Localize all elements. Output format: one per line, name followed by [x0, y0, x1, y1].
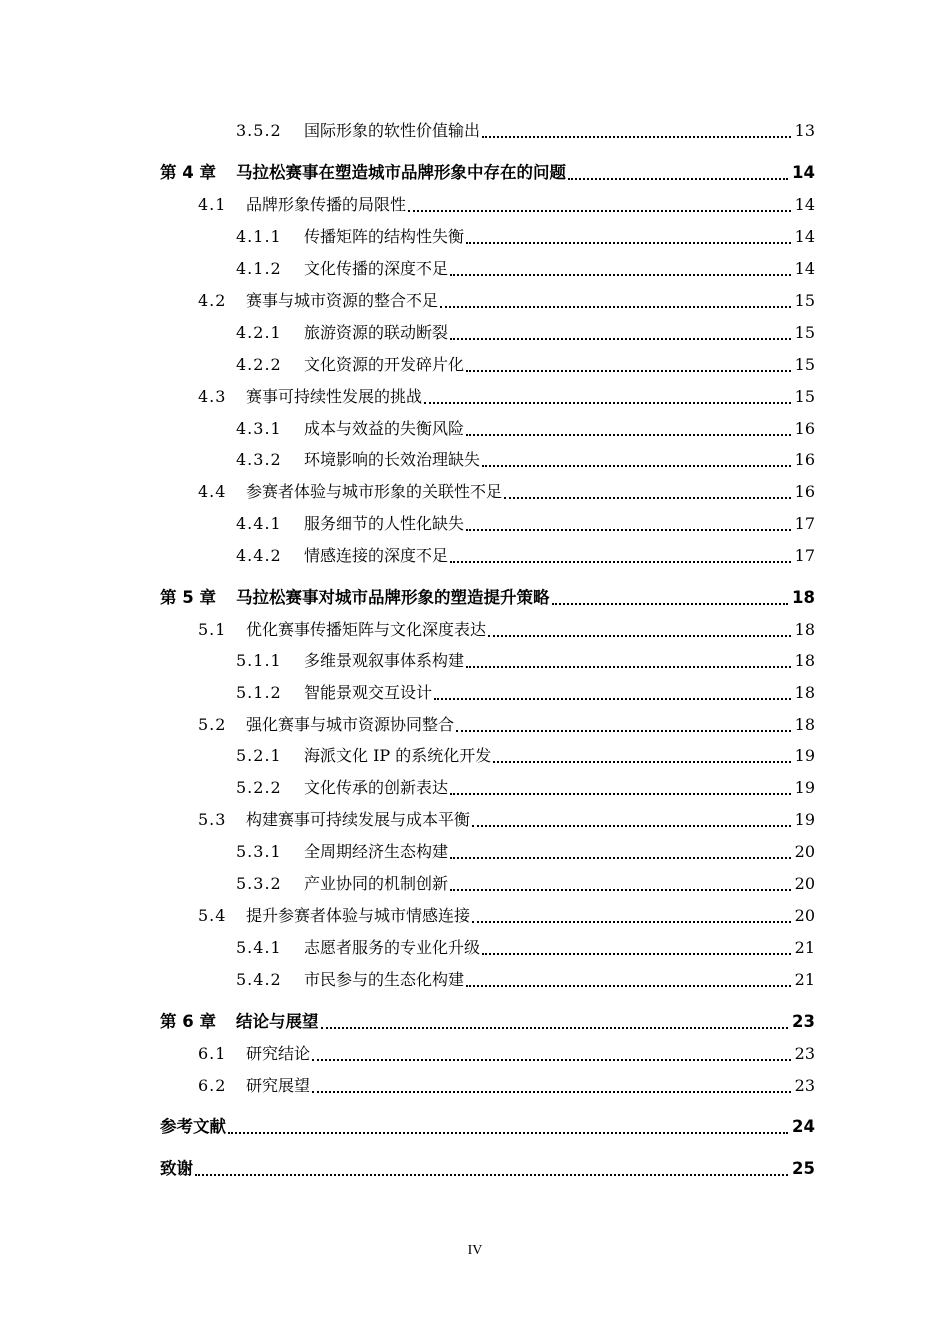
toc-dot-leader — [424, 394, 791, 404]
toc-entry-page-number: 20 — [794, 906, 815, 925]
toc-section-entry[interactable] — [236, 777, 815, 799]
toc-entry-number: 4.4.1 — [236, 514, 282, 533]
toc-dot-leader — [195, 1166, 788, 1176]
toc-dot-leader — [466, 362, 791, 372]
toc-dot-leader — [312, 1051, 791, 1061]
toc-section-entry[interactable] — [236, 513, 815, 535]
toc-chapter-entry[interactable] — [160, 1011, 815, 1033]
toc-entry-number: 4.4.2 — [236, 546, 282, 565]
toc-section-entry[interactable] — [236, 873, 815, 895]
toc-entry-number: 4.1.2 — [236, 259, 282, 278]
toc-dot-leader — [472, 913, 791, 923]
toc-entry-page-number: 15 — [794, 291, 815, 310]
toc-section-entry[interactable] — [236, 354, 815, 376]
toc-entry-page-number: 19 — [794, 810, 815, 829]
toc-entry-number: 5.2 — [198, 715, 227, 734]
toc-entry-number: 3.5.2 — [236, 121, 282, 140]
toc-dot-leader — [466, 234, 791, 244]
toc-section-entry[interactable] — [198, 1043, 815, 1065]
toc-entry-number: 5.4.1 — [236, 938, 282, 957]
toc-section-entry[interactable] — [236, 650, 815, 672]
toc-entry-number: 4.3 — [198, 387, 227, 406]
toc-entry-title: 构建赛事可持续发展与成本平衡 — [246, 810, 471, 829]
toc-entry-number: 4.2.1 — [236, 323, 282, 342]
toc-dot-leader — [450, 266, 791, 276]
toc-section-entry[interactable] — [236, 969, 815, 991]
toc-entry-page-number: 14 — [794, 195, 815, 214]
toc-entry-page-number: 18 — [794, 651, 815, 670]
toc-section-entry[interactable] — [236, 449, 815, 471]
toc-entry-title: 文化传承的创新表达 — [304, 778, 449, 797]
toc-entry-number: 第 5 章 — [160, 588, 216, 607]
toc-dot-leader — [466, 658, 791, 668]
toc-section-entry[interactable] — [198, 386, 815, 408]
toc-dot-leader — [488, 627, 791, 637]
toc-entry-page-number: 23 — [794, 1076, 815, 1095]
toc-entry-number: 5.1 — [198, 620, 227, 639]
toc-entry-title: 多维景观叙事体系构建 — [304, 651, 465, 670]
toc-dot-leader — [321, 1019, 789, 1029]
toc-entry-title: 赛事可持续性发展的挑战 — [246, 387, 423, 406]
toc-entry-title: 产业协同的机制创新 — [304, 874, 449, 893]
toc-section-entry[interactable] — [198, 481, 815, 503]
toc-dot-leader — [450, 553, 791, 563]
toc-dot-leader — [408, 202, 791, 212]
toc-dot-leader — [482, 128, 791, 138]
toc-chapter-entry[interactable] — [160, 587, 815, 609]
toc-entry-title: 参考文献 — [160, 1117, 226, 1136]
toc-entry-number: 5.4 — [198, 906, 227, 925]
toc-entry-number: 5.1.1 — [236, 651, 282, 670]
toc-entry-number: 5.3.2 — [236, 874, 282, 893]
toc-entry-number: 4.4 — [198, 482, 227, 501]
toc-entry-title: 旅游资源的联动断裂 — [304, 323, 449, 342]
toc-entry-title: 情感连接的深度不足 — [304, 546, 449, 565]
toc-entry-page-number: 21 — [794, 970, 815, 989]
toc-entry-number: 4.2.2 — [236, 355, 282, 374]
toc-dot-leader — [552, 595, 789, 605]
toc-entry-title: 赛事与城市资源的整合不足 — [246, 291, 439, 310]
toc-entry-page-number: 14 — [792, 163, 815, 182]
toc-dot-leader — [482, 457, 791, 467]
toc-entry-title: 市民参与的生态化构建 — [304, 970, 465, 989]
toc-section-entry[interactable] — [198, 1075, 815, 1097]
toc-entry-title: 研究结论 — [246, 1044, 311, 1063]
toc-entry-page-number: 20 — [794, 874, 815, 893]
toc-section-entry[interactable] — [198, 619, 815, 641]
toc-entry-title: 志愿者服务的专业化升级 — [304, 938, 481, 957]
toc-entry-page-number: 14 — [794, 227, 815, 246]
toc-dot-leader — [568, 170, 788, 180]
toc-section-entry[interactable] — [236, 841, 815, 863]
toc-entry-title: 马拉松赛事在塑造城市品牌形象中存在的问题 — [236, 163, 566, 182]
toc-entry-title: 研究展望 — [246, 1076, 311, 1095]
toc-entry-page-number: 18 — [794, 620, 815, 639]
toc-entry-title: 传播矩阵的结构性失衡 — [304, 227, 465, 246]
toc-chapter-entry[interactable] — [160, 1158, 815, 1180]
toc-entry-number: 4.1.1 — [236, 227, 282, 246]
toc-section-entry[interactable] — [236, 226, 815, 248]
toc-entry-page-number: 25 — [792, 1159, 815, 1178]
toc-dot-leader — [472, 817, 791, 827]
toc-entry-page-number: 19 — [794, 746, 815, 765]
toc-entry-title: 强化赛事与城市资源协同整合 — [246, 715, 455, 734]
toc-entry-page-number: 18 — [794, 715, 815, 734]
toc-entry-number: 5.2.2 — [236, 778, 282, 797]
toc-entry-title: 参赛者体验与城市形象的关联性不足 — [246, 482, 503, 501]
toc-dot-leader — [434, 690, 791, 700]
toc-entry-title: 服务细节的人性化缺失 — [304, 514, 465, 533]
toc-section-entry[interactable] — [236, 120, 815, 142]
toc-section-entry[interactable] — [198, 714, 815, 736]
toc-entry-number: 5.3.1 — [236, 842, 282, 861]
toc-entry-title: 环境影响的长效治理缺失 — [304, 450, 481, 469]
toc-section-entry[interactable] — [236, 545, 815, 567]
toc-dot-leader — [466, 977, 791, 987]
toc-entry-number: 4.3.1 — [236, 419, 282, 438]
toc-entry-page-number: 17 — [794, 546, 815, 565]
toc-section-entry[interactable] — [236, 322, 815, 344]
toc-dot-leader — [456, 722, 791, 732]
toc-section-entry[interactable] — [236, 745, 815, 767]
toc-dot-leader — [504, 489, 791, 499]
toc-entry-page-number: 15 — [794, 355, 815, 374]
toc-section-entry[interactable] — [198, 905, 815, 927]
toc-entry-title: 智能景观交互设计 — [304, 683, 433, 702]
toc-entry-title: 国际形象的软性价值输出 — [304, 121, 481, 140]
toc-entry-title: 优化赛事传播矩阵与文化深度表达 — [246, 620, 487, 639]
toc-entry-title: 文化传播的深度不足 — [304, 259, 449, 278]
toc-entry-page-number: 17 — [794, 514, 815, 533]
toc-chapter-entry[interactable] — [160, 162, 815, 184]
toc-dot-leader — [466, 521, 791, 531]
toc-section-entry[interactable] — [198, 194, 815, 216]
toc-entry-page-number: 20 — [794, 842, 815, 861]
toc-section-entry[interactable] — [236, 937, 815, 959]
toc-entry-page-number: 18 — [794, 683, 815, 702]
toc-entry-number: 第 6 章 — [160, 1012, 216, 1031]
toc-chapter-entry[interactable] — [160, 1116, 815, 1138]
toc-entry-number: 5.4.2 — [236, 970, 282, 989]
toc-section-entry[interactable] — [236, 418, 815, 440]
toc-entry-page-number: 14 — [794, 259, 815, 278]
toc-section-entry[interactable] — [198, 809, 815, 831]
toc-entry-number: 5.1.2 — [236, 683, 282, 702]
toc-entry-number: 第 4 章 — [160, 163, 216, 182]
toc-entry-page-number: 24 — [792, 1117, 815, 1136]
toc-dot-leader — [450, 849, 791, 859]
toc-dot-leader — [450, 330, 791, 340]
toc-entry-title: 文化资源的开发碎片化 — [304, 355, 465, 374]
toc-entry-number: 6.1 — [198, 1044, 227, 1063]
toc-dot-leader — [440, 298, 791, 308]
toc-entry-page-number: 21 — [794, 938, 815, 957]
page-number: IV — [467, 1243, 483, 1258]
toc-entry-page-number: 15 — [794, 323, 815, 342]
toc-entry-title: 马拉松赛事对城市品牌形象的塑造提升策略 — [236, 588, 550, 607]
toc-entry-page-number: 16 — [794, 419, 815, 438]
toc-entry-page-number: 23 — [792, 1012, 815, 1031]
toc-entry-page-number: 16 — [794, 450, 815, 469]
toc-entry-number: 5.3 — [198, 810, 227, 829]
toc-dot-leader — [312, 1083, 791, 1093]
toc-entry-number: 4.2 — [198, 291, 227, 310]
toc-entry-title: 海派文化 IP 的系统化开发 — [304, 746, 492, 765]
toc-entry-title: 全周期经济生态构建 — [304, 842, 449, 861]
toc-entry-page-number: 19 — [794, 778, 815, 797]
toc-section-entry[interactable] — [198, 290, 815, 312]
toc-entry-title: 成本与效益的失衡风险 — [304, 419, 465, 438]
toc-dot-leader — [450, 785, 791, 795]
toc-entry-page-number: 18 — [792, 588, 815, 607]
toc-entry-number: 6.2 — [198, 1076, 227, 1095]
toc-dot-leader — [482, 945, 791, 955]
toc-entry-page-number: 16 — [794, 482, 815, 501]
toc-section-entry[interactable] — [236, 258, 815, 280]
toc-entry-page-number: 23 — [794, 1044, 815, 1063]
toc-section-entry[interactable] — [236, 682, 815, 704]
toc-dot-leader — [450, 881, 791, 891]
toc-entry-number: 4.3.2 — [236, 450, 282, 469]
toc-entry-title: 品牌形象传播的局限性 — [246, 195, 407, 214]
toc-dot-leader — [228, 1124, 788, 1134]
toc-dot-leader — [466, 426, 791, 436]
toc-entry-title: 结论与展望 — [236, 1012, 319, 1031]
toc-entry-page-number: 13 — [794, 121, 815, 140]
toc-entry-title: 提升参赛者体验与城市情感连接 — [246, 906, 471, 925]
toc-entry-number: 5.2.1 — [236, 746, 282, 765]
toc-entry-number: 4.1 — [198, 195, 227, 214]
toc-entry-page-number: 15 — [794, 387, 815, 406]
toc-entry-title: 致谢 — [160, 1159, 193, 1178]
toc-dot-leader — [493, 753, 790, 763]
